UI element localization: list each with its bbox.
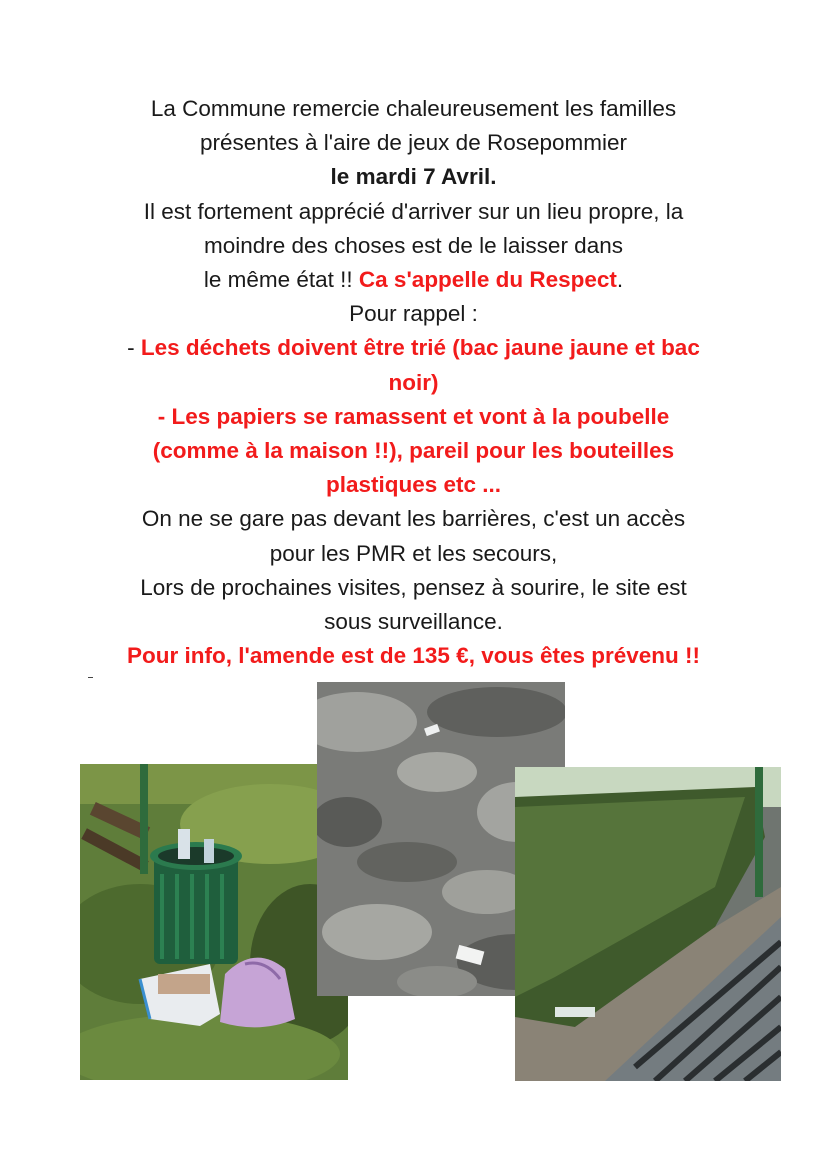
rule-waste-line-2: noir)	[388, 369, 439, 395]
rule-papers-line-2: (comme à la maison !!), pareil pour les bouteilles	[152, 438, 675, 464]
photo-trash-bin-image	[80, 764, 348, 1080]
thanks-line-2: présentes à l'aire de jeux de Rosepommier	[199, 130, 628, 156]
fine-warning: Pour info, l'amende est de 135 €, vous êtes prévenu !!	[126, 643, 701, 669]
cleanliness-line-1: Il est fortement apprécié d'arriver sur un lieu propre, la	[143, 198, 684, 224]
rule-waste-line-1	[60, 331, 767, 365]
notice-text	[60, 92, 767, 673]
respect-line	[60, 263, 767, 297]
parking-line-2: pour les PMR et les secours,	[269, 540, 558, 566]
rule-waste-text: Les déchets doivent être trié (bac jaune jaune et bac	[140, 335, 700, 361]
photo-hedge-path	[515, 767, 781, 1081]
parking-line-1: On ne se gare pas devant les barrières, c'est un accès	[141, 506, 686, 532]
respect-lead: le même état !!	[203, 267, 359, 293]
stray-dash	[88, 677, 93, 678]
respect-end: .	[616, 267, 624, 293]
rule-papers-line-1: - Les papiers se ramassent et vont à la poubelle	[157, 403, 670, 429]
photo-hedge-path-image	[515, 767, 781, 1081]
respect-highlight: Ca s'appelle du Respect	[358, 267, 617, 293]
visits-line-2: sous surveillance.	[324, 609, 503, 635]
event-date: le mardi 7 Avril.	[330, 164, 497, 190]
photo-trash-bin	[80, 764, 348, 1080]
reminder-heading: Pour rappel :	[349, 301, 478, 327]
rule-waste-dash: -	[127, 335, 141, 361]
cleanliness-line-2: moindre des choses est de le laisser dans	[204, 232, 623, 258]
thanks-line-1: La Commune remercie chaleureusement les familles	[150, 96, 677, 121]
rule-papers-line-3: plastiques etc ...	[325, 472, 502, 498]
visits-line-1: Lors de prochaines visites, pensez à sourire, le site est	[140, 574, 687, 600]
